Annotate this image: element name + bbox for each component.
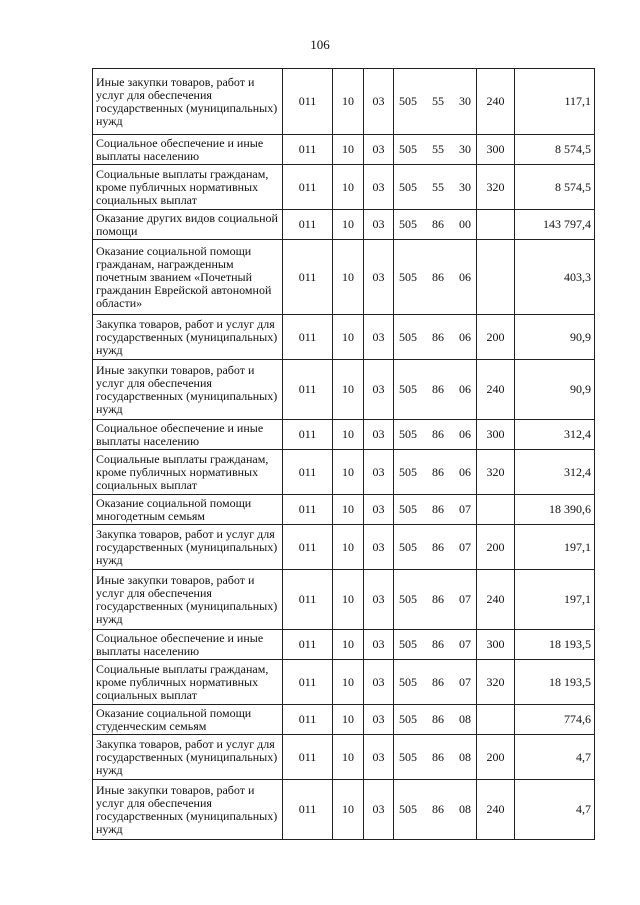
section-code: 10 bbox=[333, 660, 364, 705]
expense-type-code: 200 bbox=[477, 525, 515, 570]
item-code: 06 bbox=[459, 464, 471, 479]
subprogram-code: 86 bbox=[432, 674, 444, 689]
program-code: 505 bbox=[399, 179, 417, 194]
ministry-code: 011 bbox=[283, 780, 333, 840]
amount: 197,1 bbox=[515, 525, 595, 570]
subprogram-code: 86 bbox=[432, 749, 444, 764]
target-article-parts bbox=[397, 271, 473, 284]
program-code: 505 bbox=[399, 329, 417, 344]
amount: 312,4 bbox=[515, 420, 595, 450]
program-code: 505 bbox=[399, 269, 417, 284]
expense-type-code: 300 bbox=[477, 420, 515, 450]
item-code: 06 bbox=[459, 382, 471, 396]
row-name: Иные закупки товаров, работ и услуг для обеспечения государственных (муниципальных) нужд bbox=[93, 780, 283, 840]
target-article-code bbox=[394, 660, 477, 705]
target-article-parts bbox=[397, 95, 473, 108]
subprogram-code: 86 bbox=[432, 329, 444, 344]
section-code: 10 bbox=[333, 135, 364, 165]
row-name: Социальное обеспечение и иные выплаты населению bbox=[93, 420, 283, 450]
expense-type-code: 200 bbox=[477, 735, 515, 780]
subsection-code: 03 bbox=[364, 450, 394, 495]
table-row bbox=[93, 570, 595, 630]
subsection-code: 03 bbox=[364, 570, 394, 630]
target-article-parts bbox=[397, 428, 473, 441]
item-code: 00 bbox=[459, 217, 471, 231]
target-article-code bbox=[394, 69, 477, 135]
expense-type-code: 320 bbox=[477, 165, 515, 210]
target-article-parts bbox=[397, 503, 473, 516]
table-row bbox=[93, 165, 595, 210]
subprogram-code: 86 bbox=[432, 502, 444, 516]
table-row bbox=[93, 660, 595, 705]
table-row bbox=[93, 135, 595, 165]
section-code: 10 bbox=[333, 780, 364, 840]
program-code: 505 bbox=[399, 502, 417, 516]
target-article-code bbox=[394, 450, 477, 495]
subsection-code: 03 bbox=[364, 780, 394, 840]
row-name: Социальные выплаты гражданам, кроме публичных нормативных социальных выплат bbox=[93, 165, 283, 210]
target-article-parts bbox=[397, 218, 473, 231]
target-article-parts bbox=[397, 181, 473, 194]
target-article-code bbox=[394, 570, 477, 630]
amount: 4,7 bbox=[515, 780, 595, 840]
amount: 312,4 bbox=[515, 450, 595, 495]
row-name: Закупка товаров, работ и услуг для государственных (муниципальных) нужд bbox=[93, 525, 283, 570]
program-code: 505 bbox=[399, 539, 417, 554]
subsection-code: 03 bbox=[364, 135, 394, 165]
target-article-code bbox=[394, 240, 477, 315]
expense-type-code: 300 bbox=[477, 630, 515, 660]
subsection-code: 03 bbox=[364, 630, 394, 660]
table-row bbox=[93, 420, 595, 450]
ministry-code: 011 bbox=[283, 420, 333, 450]
section-code: 10 bbox=[333, 630, 364, 660]
item-code: 30 bbox=[459, 142, 471, 156]
row-name: Иные закупки товаров, работ и услуг для обеспечения государственных (муниципальных) нужд bbox=[93, 69, 283, 135]
target-article-parts bbox=[397, 466, 473, 479]
expense-type-code bbox=[477, 210, 515, 240]
section-code: 10 bbox=[333, 495, 364, 525]
subprogram-code: 55 bbox=[432, 179, 444, 194]
program-code: 505 bbox=[399, 637, 417, 651]
item-code: 30 bbox=[459, 94, 471, 108]
subsection-code: 03 bbox=[364, 660, 394, 705]
target-article-code bbox=[394, 780, 477, 840]
row-name: Закупка товаров, работ и услуг для государственных (муниципальных) нужд bbox=[93, 315, 283, 360]
program-code: 505 bbox=[399, 674, 417, 689]
table-row bbox=[93, 630, 595, 660]
subsection-code: 03 bbox=[364, 240, 394, 315]
expense-type-code: 200 bbox=[477, 315, 515, 360]
amount: 774,6 bbox=[515, 705, 595, 735]
ministry-code: 011 bbox=[283, 165, 333, 210]
section-code: 10 bbox=[333, 315, 364, 360]
target-article-code bbox=[394, 735, 477, 780]
ministry-code: 011 bbox=[283, 660, 333, 705]
program-code: 505 bbox=[399, 712, 417, 726]
subprogram-code: 86 bbox=[432, 427, 444, 441]
program-code: 505 bbox=[399, 382, 417, 396]
subsection-code: 03 bbox=[364, 420, 394, 450]
subsection-code: 03 bbox=[364, 165, 394, 210]
row-name: Иные закупки товаров, работ и услуг для обеспечения государственных (муниципальных) нужд bbox=[93, 360, 283, 420]
row-name: Закупка товаров, работ и услуг для государственных (муниципальных) нужд bbox=[93, 735, 283, 780]
item-code: 08 bbox=[459, 712, 471, 726]
subsection-code: 03 bbox=[364, 69, 394, 135]
table-row bbox=[93, 495, 595, 525]
program-code: 505 bbox=[399, 592, 417, 606]
section-code: 10 bbox=[333, 360, 364, 420]
target-article-code bbox=[394, 705, 477, 735]
item-code: 07 bbox=[459, 637, 471, 651]
amount: 90,9 bbox=[515, 360, 595, 420]
row-name: Оказание социальной помощи гражданам, награжденным почетным званием «Почетный гражданин Еврейской автономной области» bbox=[93, 240, 283, 315]
row-name: Социальные выплаты гражданам, кроме публичных нормативных социальных выплат bbox=[93, 450, 283, 495]
subsection-code: 03 bbox=[364, 315, 394, 360]
amount: 8 574,5 bbox=[515, 135, 595, 165]
table-row bbox=[93, 69, 595, 135]
table-row bbox=[93, 735, 595, 780]
item-code: 07 bbox=[459, 592, 471, 606]
program-code: 505 bbox=[399, 802, 417, 816]
row-name: Оказание социальной помощи многодетным семьям bbox=[93, 495, 283, 525]
item-code: 30 bbox=[459, 179, 471, 194]
target-article-code bbox=[394, 210, 477, 240]
amount: 197,1 bbox=[515, 570, 595, 630]
item-code: 08 bbox=[459, 749, 471, 764]
section-code: 10 bbox=[333, 705, 364, 735]
program-code: 505 bbox=[399, 217, 417, 231]
row-name: Социальное обеспечение и иные выплаты населению bbox=[93, 135, 283, 165]
subsection-code: 03 bbox=[364, 210, 394, 240]
target-article-code bbox=[394, 630, 477, 660]
target-article-code bbox=[394, 165, 477, 210]
table-row bbox=[93, 705, 595, 735]
section-code: 10 bbox=[333, 525, 364, 570]
subprogram-code: 86 bbox=[432, 269, 444, 284]
item-code: 06 bbox=[459, 269, 471, 284]
expense-type-code: 240 bbox=[477, 780, 515, 840]
amount: 117,1 bbox=[515, 69, 595, 135]
target-article-parts bbox=[397, 143, 473, 156]
row-name: Социальное обеспечение и иные выплаты населению bbox=[93, 630, 283, 660]
subsection-code: 03 bbox=[364, 525, 394, 570]
program-code: 505 bbox=[399, 94, 417, 108]
subprogram-code: 55 bbox=[432, 142, 444, 156]
item-code: 07 bbox=[459, 674, 471, 689]
expense-type-code: 240 bbox=[477, 570, 515, 630]
target-article-parts bbox=[397, 803, 473, 816]
program-code: 505 bbox=[399, 464, 417, 479]
subprogram-code: 86 bbox=[432, 217, 444, 231]
row-name: Иные закупки товаров, работ и услуг для обеспечения государственных (муниципальных) нужд bbox=[93, 570, 283, 630]
section-code: 10 bbox=[333, 420, 364, 450]
ministry-code: 011 bbox=[283, 570, 333, 630]
ministry-code: 011 bbox=[283, 525, 333, 570]
amount: 18 193,5 bbox=[515, 630, 595, 660]
item-code: 07 bbox=[459, 539, 471, 554]
expense-type-code: 240 bbox=[477, 69, 515, 135]
amount: 8 574,5 bbox=[515, 165, 595, 210]
ministry-code: 011 bbox=[283, 240, 333, 315]
item-code: 06 bbox=[459, 427, 471, 441]
target-article-parts bbox=[397, 541, 473, 554]
table-row bbox=[93, 525, 595, 570]
ministry-code: 011 bbox=[283, 495, 333, 525]
target-article-parts bbox=[397, 383, 473, 396]
target-article-code bbox=[394, 420, 477, 450]
subsection-code: 03 bbox=[364, 495, 394, 525]
target-article-parts bbox=[397, 593, 473, 606]
ministry-code: 011 bbox=[283, 450, 333, 495]
program-code: 505 bbox=[399, 142, 417, 156]
expense-type-code: 240 bbox=[477, 360, 515, 420]
table-row bbox=[93, 315, 595, 360]
table-row bbox=[93, 240, 595, 315]
section-code: 10 bbox=[333, 165, 364, 210]
amount: 4,7 bbox=[515, 735, 595, 780]
expense-type-code: 300 bbox=[477, 135, 515, 165]
item-code: 08 bbox=[459, 802, 471, 816]
section-code: 10 bbox=[333, 210, 364, 240]
row-name: Оказание других видов социальной помощи bbox=[93, 210, 283, 240]
ministry-code: 011 bbox=[283, 135, 333, 165]
ministry-code: 011 bbox=[283, 630, 333, 660]
target-article-parts bbox=[397, 751, 473, 764]
page-number: 106 bbox=[310, 37, 330, 52]
table-row bbox=[93, 360, 595, 420]
amount: 90,9 bbox=[515, 315, 595, 360]
section-code: 10 bbox=[333, 570, 364, 630]
amount: 143 797,4 bbox=[515, 210, 595, 240]
target-article-parts bbox=[397, 331, 473, 344]
subsection-code: 03 bbox=[364, 360, 394, 420]
amount: 18 390,6 bbox=[515, 495, 595, 525]
item-code: 07 bbox=[459, 502, 471, 516]
section-code: 10 bbox=[333, 69, 364, 135]
table-row bbox=[93, 210, 595, 240]
target-article-code bbox=[394, 525, 477, 570]
item-code: 06 bbox=[459, 329, 471, 344]
program-code: 505 bbox=[399, 427, 417, 441]
expense-type-code bbox=[477, 495, 515, 525]
target-article-parts bbox=[397, 638, 473, 651]
ministry-code: 011 bbox=[283, 360, 333, 420]
target-article-code bbox=[394, 495, 477, 525]
target-article-parts bbox=[397, 713, 473, 726]
ministry-code: 011 bbox=[283, 315, 333, 360]
subprogram-code: 86 bbox=[432, 464, 444, 479]
subprogram-code: 86 bbox=[432, 382, 444, 396]
ministry-code: 011 bbox=[283, 735, 333, 780]
expense-type-code: 320 bbox=[477, 660, 515, 705]
expense-type-code bbox=[477, 705, 515, 735]
ministry-code: 011 bbox=[283, 705, 333, 735]
budget-table bbox=[92, 68, 595, 840]
section-code: 10 bbox=[333, 735, 364, 780]
section-code: 10 bbox=[333, 240, 364, 315]
subprogram-code: 55 bbox=[432, 94, 444, 108]
program-code: 505 bbox=[399, 749, 417, 764]
subsection-code: 03 bbox=[364, 735, 394, 780]
amount: 18 193,5 bbox=[515, 660, 595, 705]
expense-type-code bbox=[477, 240, 515, 315]
section-code: 10 bbox=[333, 450, 364, 495]
target-article-parts bbox=[397, 676, 473, 689]
subprogram-code: 86 bbox=[432, 637, 444, 651]
table-row bbox=[93, 450, 595, 495]
row-name: Социальные выплаты гражданам, кроме публичных нормативных социальных выплат bbox=[93, 660, 283, 705]
expense-type-code: 320 bbox=[477, 450, 515, 495]
ministry-code: 011 bbox=[283, 210, 333, 240]
amount: 403,3 bbox=[515, 240, 595, 315]
subprogram-code: 86 bbox=[432, 592, 444, 606]
target-article-code bbox=[394, 135, 477, 165]
row-name: Оказание социальной помощи студенческим семьям bbox=[93, 705, 283, 735]
subprogram-code: 86 bbox=[432, 802, 444, 816]
subprogram-code: 86 bbox=[432, 539, 444, 554]
target-article-code bbox=[394, 360, 477, 420]
ministry-code: 011 bbox=[283, 69, 333, 135]
budget-table-body bbox=[93, 69, 595, 840]
target-article-code bbox=[394, 315, 477, 360]
table-row bbox=[93, 780, 595, 840]
subsection-code: 03 bbox=[364, 705, 394, 735]
subprogram-code: 86 bbox=[432, 712, 444, 726]
